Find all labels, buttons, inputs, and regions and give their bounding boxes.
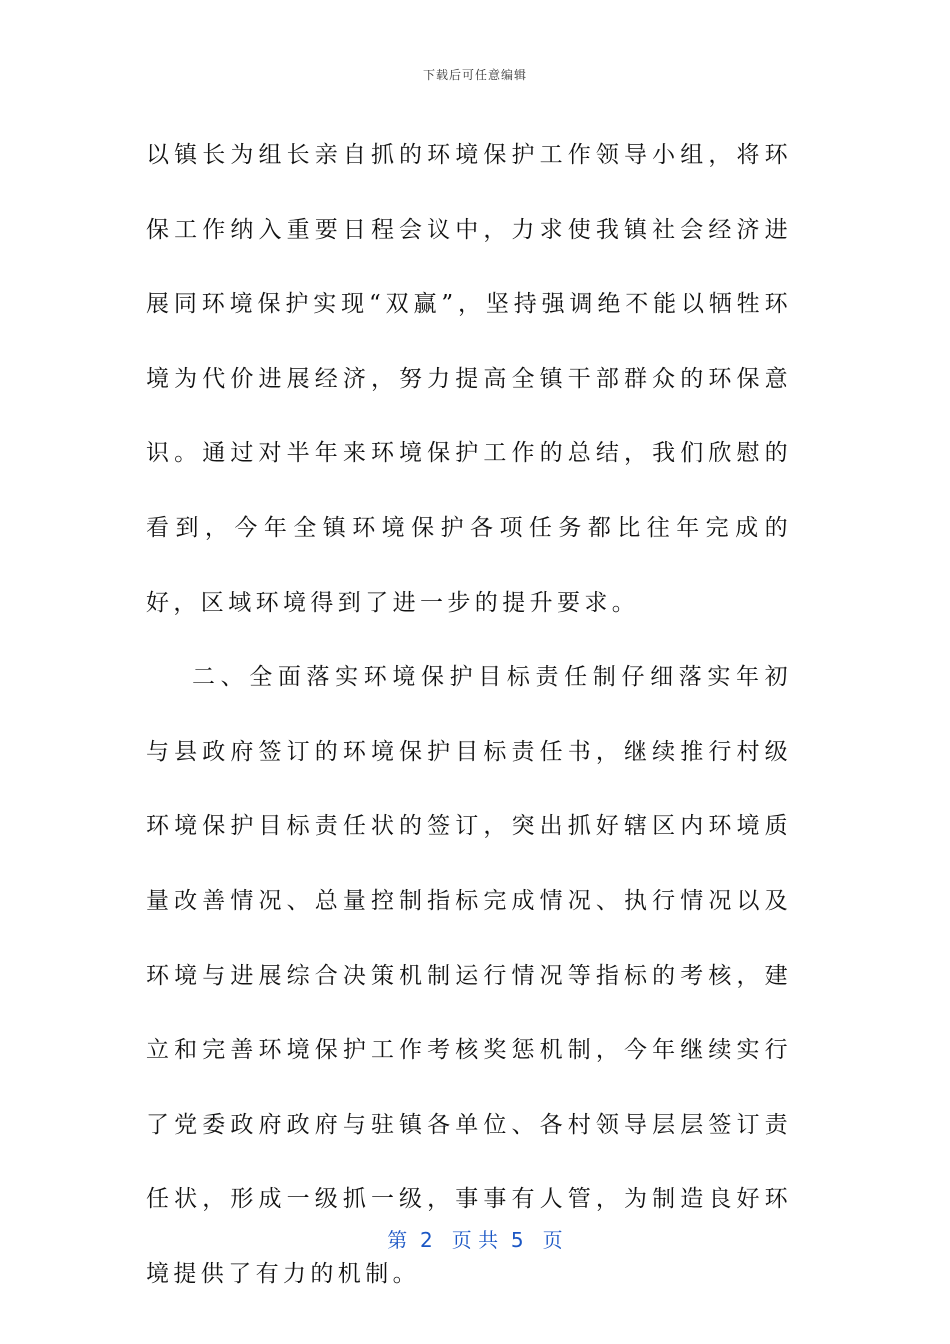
paragraph-1: 以镇长为组长亲自抓的环境保护工作领导小组，将环保工作纳入重要日程会议中，力求使我镇社会经济进展同环境保护实现“双赢”，坚持强调绝不能以牺牲环境为代价进展经济，努力提高全镇干部群众的环保意识。通过对半年来环境保护工作的总结，我们欣慰的看到，今年全镇环境保护各项任务都比往年完成的好，区域环境得到了进一步的提升要求。 xyxy=(146,142,792,616)
page-indicator: 第 2 页 共 5 页 xyxy=(387,1228,563,1252)
document-body xyxy=(146,118,792,1312)
paragraph-2: 二、全面落实环境保护目标责任制仔细落实年初与县政府签订的环境保护目标责任书，继续推行村级环境保护目标责任状的签订，突出抓好辖区内环境质量改善情况、总量控制指标完成情况、执行情况以及环境与进展综合决策机制运行情况等指标的考核，建立和完善环境保护工作考核奖惩机制，今年继续实行了党委政府政府与驻镇各单位、各村领导层层签订责任状，形成一级抓一级，事事有人管，为制造良好环境提供了有力的机制。 xyxy=(146,664,792,1287)
header-note: 下载后可任意编辑 xyxy=(422,68,527,82)
